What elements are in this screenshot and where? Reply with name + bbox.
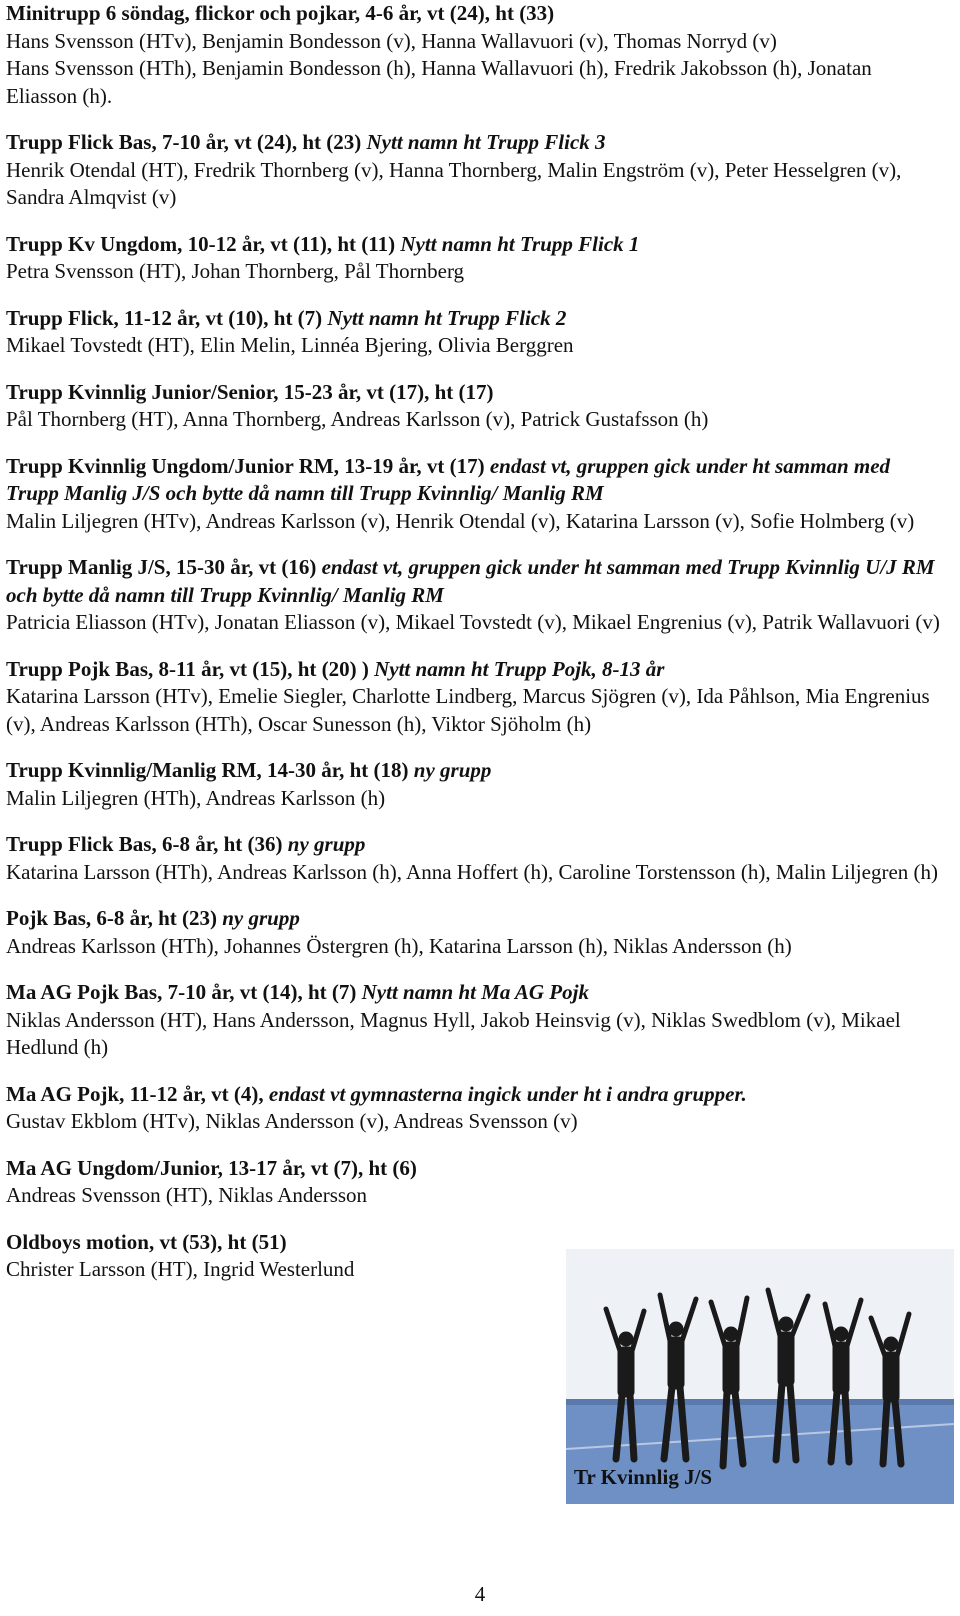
group-heading: Oldboys motion, vt (53), ht (51) <box>6 1229 287 1254</box>
group-note: Nytt namn ht Trupp Flick 1 <box>400 231 640 256</box>
group-members: Henrik Otendal (HT), Fredrik Thornberg (v), Hanna Thornberg, Malin Engström (v), Peter Hesselgren (v), Sandra Almqvist (v) <box>6 157 902 209</box>
page-number: 4 <box>474 1582 486 1606</box>
group-members: Malin Liljegren (HTv), Andreas Karlsson (v), Henrik Otendal (v), Katarina Larsson (v), Sofie Holmberg (v) <box>6 508 915 533</box>
group-section <box>6 1155 546 1210</box>
group-heading: Trupp Flick, 11-12 år, vt (10), ht (7) <box>6 305 328 330</box>
group-section <box>6 231 946 286</box>
group-members: Patricia Eliasson (HTv), Jonatan Eliasson (v), Mikael Tovstedt (v), Mikael Engrenius (v), Patrik Wallavuori (v) <box>6 610 940 634</box>
group-heading: Trupp Kvinnlig Junior/Senior, 15-23 år, vt (17), ht (17) <box>6 379 494 404</box>
group-members-autumn: Hans Svensson (HTh), Benjamin Bondesson (h), Hanna Wallavuori (h), Fredrik Jakobsson (h), Jonatan Eliasson (h). <box>6 56 872 108</box>
group-members: Andreas Karlsson (HTh), Johannes Östergren (h), Katarina Larsson (h), Niklas Andersson (h) <box>6 933 792 958</box>
group-section <box>6 129 946 212</box>
group-heading: Trupp Flick Bas, 7-10 år, vt (24), ht (23) <box>6 130 367 154</box>
group-note: ny grupp <box>222 906 300 930</box>
group-heading: Trupp Flick Bas, 6-8 år, ht (36) <box>6 832 288 856</box>
group-section <box>6 0 946 110</box>
group-heading: Pojk Bas, 6-8 år, ht (23) <box>6 906 223 930</box>
group-note: Nytt namn ht Trupp Flick 2 <box>327 305 567 330</box>
group-note: endast vt, gruppen gick under ht samman med Trupp Kvinnlig U/J RM och bytte då namn till Trupp Kvinnlig/ Manlig RM <box>6 555 935 607</box>
group-members: Christer Larsson (HT), Ingrid Westerlund <box>6 1257 355 1281</box>
group-section <box>6 305 946 360</box>
group-note: Nytt namn ht Ma AG Pojk <box>361 980 589 1004</box>
group-heading: Ma AG Pojk, 11-12 år, vt (4), <box>6 1081 269 1106</box>
group-note: Nytt namn ht Trupp Flick 3 <box>366 130 606 154</box>
group-section <box>6 905 946 960</box>
group-members: Katarina Larsson (HTh), Andreas Karlsson (h), Anna Hoffert (h), Caroline Torstensson (h), Malin Liljegren (h) <box>6 859 939 884</box>
group-heading: Trupp Kvinnlig Ungdom/Junior RM, 13-19 år, vt (17) <box>6 453 490 478</box>
group-members: Malin Liljegren (HTh), Andreas Karlsson (h) <box>6 785 386 810</box>
group-section <box>6 831 946 886</box>
group-heading: Trupp Kvinnlig/Manlig RM, 14-30 år, ht (18) <box>6 758 414 782</box>
group-heading: Ma AG Pojk Bas, 7-10 år, vt (14), ht (7) <box>6 980 362 1004</box>
group-members: Mikael Tovstedt (HT), Elin Melin, Linnéa Bjering, Olivia Berggren <box>6 333 574 357</box>
group-heading: Trupp Manlig J/S, 15-30 år, vt (16) <box>6 555 322 579</box>
group-section <box>6 979 946 1062</box>
group-members: Andreas Svensson (HT), Niklas Andersson <box>6 1183 368 1207</box>
group-members: Katarina Larsson (HTv), Emelie Siegler, Charlotte Lindberg, Marcus Sjögren (v), Ida Påhlson, Mia Engrenius (v), Andreas Karlsson (HTh), Oscar Sunesson (h), Viktor Sjöholm (h) <box>6 684 930 736</box>
group-heading: Trupp Pojk Bas, 8-11 år, vt (15), ht (20) ) <box>6 656 375 681</box>
group-section <box>6 1229 546 1284</box>
group-note: endast vt, gruppen gick under ht samman med Trupp Manlig J/S och bytte då namn till Trupp Kvinnlig/ Manlig RM <box>6 453 891 505</box>
group-section <box>6 453 946 536</box>
group-section <box>6 656 946 739</box>
gymnastics-team-photo <box>566 1249 954 1504</box>
group-heading: Minitrupp 6 söndag, flickor och pojkar, 4-6 år, vt (24), ht (33) <box>6 1 555 25</box>
group-heading: Ma AG Ungdom/Junior, 13-17 år, vt (7), ht (6) <box>6 1155 417 1180</box>
group-note: ny grupp <box>287 832 366 856</box>
photo-caption: Tr Kvinnlig J/S <box>574 1465 713 1489</box>
group-members: Petra Svensson (HT), Johan Thornberg, Pål Thornberg <box>6 259 465 283</box>
group-note: ny grupp <box>413 758 492 782</box>
group-note: endast vt gymnasterna ingick under ht i andra grupper. <box>268 1081 747 1106</box>
document-page <box>6 0 946 1303</box>
group-section <box>6 1081 946 1136</box>
group-members: Niklas Andersson (HT), Hans Andersson, Magnus Hyll, Jakob Heinsvig (v), Niklas Swedblom (v), Mikael Hedlund (h) <box>6 1007 901 1059</box>
group-members: Hans Svensson (HTv), Benjamin Bondesson (v), Hanna Wallavuori (v), Thomas Norryd (v) <box>6 28 777 53</box>
group-note: Nytt namn ht Trupp Pojk, 8-13 år <box>374 656 665 681</box>
group-section <box>6 379 946 434</box>
group-section <box>6 554 946 637</box>
group-members: Gustav Ekblom (HTv), Niklas Andersson (v), Andreas Svensson (v) <box>6 1109 578 1133</box>
group-members: Pål Thornberg (HT), Anna Thornberg, Andreas Karlsson (v), Patrick Gustafsson (h) <box>6 407 709 431</box>
group-heading: Trupp Kv Ungdom, 10-12 år, vt (11), ht (11) <box>6 231 401 256</box>
group-section <box>6 757 946 812</box>
